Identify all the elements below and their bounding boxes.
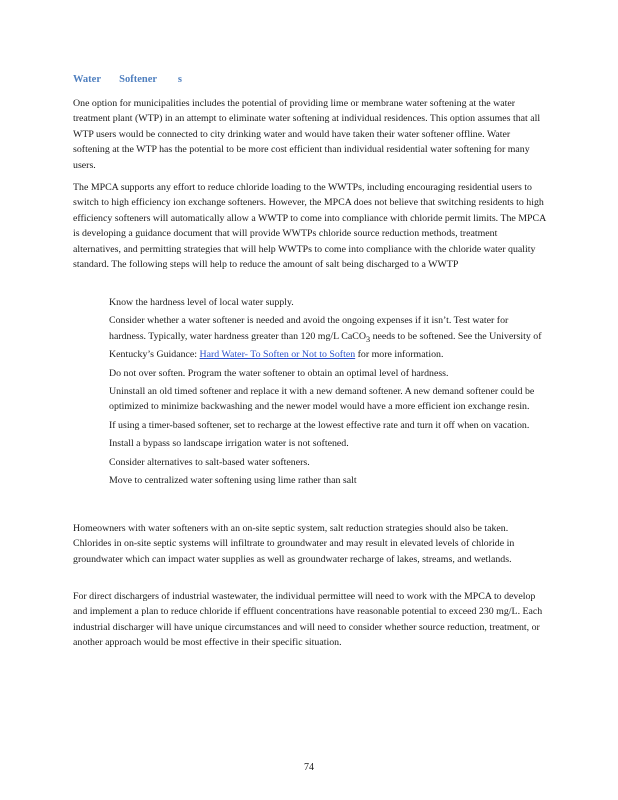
list-item-text: Install a bypass so landscape irrigation water is not softened. [109, 438, 349, 450]
list-item-text: Consider whether a water softener is needed and avoid the ongoing expenses if it isn’t. Test water for hardness. Typically, water hardness greater than 120 mg/L CaCO [109, 315, 509, 342]
hard-water-guidance-link[interactable]: Hard Water- To Soften or Not to Soften [199, 349, 356, 361]
subscript-three: 3 [366, 334, 371, 344]
paragraph-wtp-softening: One option for municipalities includes the potential of providing lime or membrane water softening at the water treatment plant (WTP) in an attempt to eliminate water softening at individual residences. This option assumes that all WTP users would be connected to city drinking water and would have taken their water softener offline. Water softening at the WTP has the potential to be more cost efficient than individual residential water softening for many users. [73, 98, 541, 171]
list-item-text: Move to centralized water softening using lime rather than salt [109, 475, 357, 487]
list-item [88, 436, 547, 451]
section-heading: Water Softener s [73, 74, 182, 85]
list-item [88, 418, 547, 433]
list-item [88, 295, 547, 310]
list-item-text: Uninstall an old timed softener and replace it with a new demand softener. A new demand softener could be optimized to minimize backwashing and the newer model would have a more efficient ion exchange resin. [109, 386, 535, 413]
paragraph-industrial-dischargers: For direct dischargers of industrial wastewater, the individual permittee will need to work with the MPCA to develop and implement a plan to reduce chloride if effluent concentrations have reasonable potential to exceed 230 mg/L. Each industrial discharger will have unique circumstances and will need to consider whether source reduction, treatment, or another approach would be most effective in their specific situation. [73, 591, 543, 649]
list-item [88, 455, 547, 470]
list-item [88, 384, 547, 415]
list-item [88, 473, 547, 488]
list-item [88, 313, 547, 362]
list-item-text: If using a timer-based softener, set to recharge at the lowest effective rate and turn it off when on vacation. [109, 419, 530, 431]
list-item-text: needs to be softened. See the University of Kentucky’s Guidance: [109, 330, 542, 361]
list-item-text: for more information. [355, 349, 444, 361]
page-number: 74 [304, 762, 314, 773]
salt-reduction-steps-list [88, 295, 547, 491]
list-item-text: Know the hardness level of local water supply. [109, 297, 294, 308]
list-item-text: Do not over soften. Program the water softener to obtain an optimal level of hardness. [109, 367, 449, 379]
list-item-text: Consider alternatives to salt-based water softeners. [109, 456, 310, 468]
paragraph-mpca-support: The MPCA supports any effort to reduce chloride loading to the WWTPs, including encouraging residential users to switch to high efficiency ion exchange softeners. However, the MPCA does not believe that switching residents to high efficiency softeners will automatically allow a WWTP to come into compliance with chloride permit limits. The MPCA is developing a guidance document that will provide WWTPs chloride source reduction methods, treatment alternatives, and permitting strategies that will help WWTPs to come into compliance with the chloride water quality standard. The following steps will help to reduce the amount of salt being discharged to a WWTP [73, 182, 546, 271]
list-item [88, 366, 547, 381]
paragraph-septic-systems: Homeowners with water softeners with an on-site septic system, salt reduction strategies should also be taken. Chlorides in on-site septic systems will infiltrate to groundwater and may result in elevated levels of chloride in groundwater which can impact water supplies as well as groundwater recharge of lakes, streams, and wetlands. [73, 523, 515, 565]
